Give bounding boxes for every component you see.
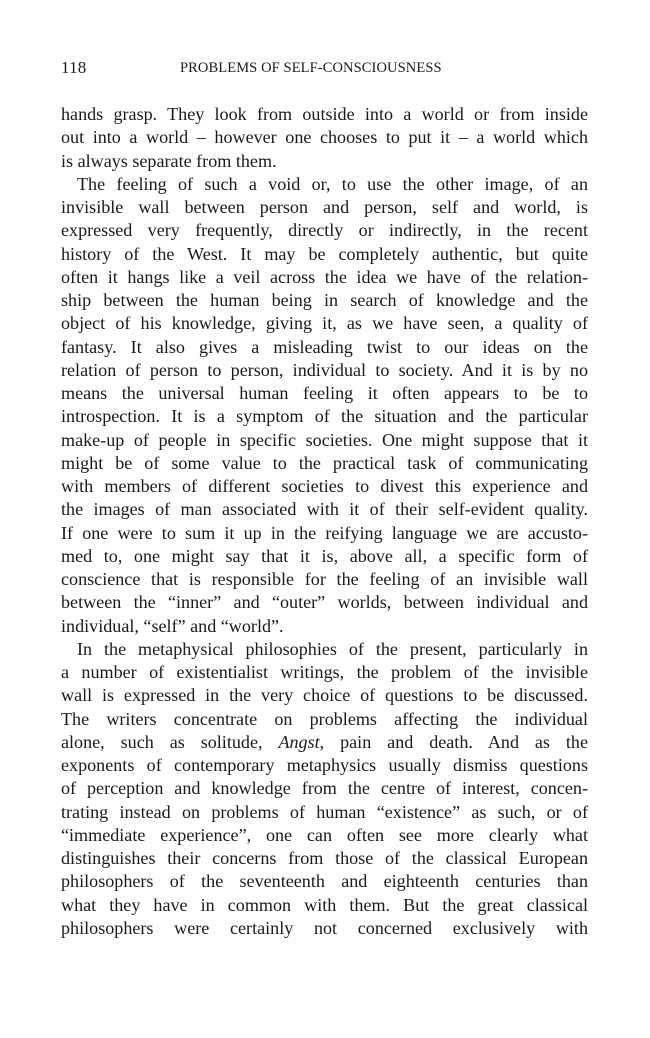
text-line: philosophers were certainly not concerned exclusively with [61,917,588,938]
text-line: ship between the human being in search of knowledge and the [61,290,588,310]
running-header [61,58,588,80]
text-line: often it hangs like a veil across the idea we have of the relation- [61,266,588,287]
text-line: conscience that is responsible for the feeling of an invisible wall [61,569,588,589]
text-line: history of the West. It may be completely authentic, but quite [61,243,588,264]
text-line: distinguishes their concerns from those of the classical European [61,848,588,868]
text-line: If one were to sum it up in the reifying language we are accusto- [61,522,588,543]
text-line: introspection. It is a symptom of the situation and the particular [61,406,588,427]
text-line: is always separate from them. [61,150,277,171]
text-line: trating instead on problems of human “existence” as such, or of [61,801,588,822]
text-line: might be of some value to the practical task of communicating [61,452,588,473]
running-title: PROBLEMS OF SELF-CONSCIOUSNESS [180,60,442,76]
text-line: hands grasp. They look from outside into a world or from inside [61,104,588,124]
text-line: fantasy. It also gives a misleading twist to our ideas on the [61,336,588,357]
text-line: invisible wall between person and person, self and world, is [61,197,588,217]
text-line: the images of man associated with it of their self-evident quality. [61,499,588,520]
text-line: wall is expressed in the very choice of questions to be discussed. [61,685,588,706]
text-line: exponents of contemporary metaphysics usually dismiss questions [61,755,588,775]
text-line: out into a world – however one chooses to put it – a world which [61,127,588,148]
text-line: “immediate experience”, one can often see more clearly what [61,824,588,845]
text-line: med to, one might say that it is, above all, a specific form of [61,545,588,566]
text-line: relation of person to person, individual to society. And it is by no [61,359,588,380]
text-line: with members of different societies to divest this experience and [61,476,588,496]
page-number: 118 [61,58,87,77]
text-line: individual, “self” and “world”. [61,615,284,636]
italic-word: Angst [278,731,320,752]
text-line: The writers concentrate on problems affecting the individual [61,708,588,729]
text-line: between the “inner” and “outer” worlds, between individual and [61,592,588,613]
text-line: philosophers of the seventeenth and eighteenth centuries than [61,871,588,892]
text-line: expressed very frequently, directly or indirectly, in the recent [61,220,588,241]
text-line: of perception and knowledge from the centre of interest, concen- [61,778,588,799]
text-line: means the universal human feeling it often appears to be to [61,383,588,403]
text-line: The feeling of such a void or, to use the other image, of an [77,173,588,194]
text-line: alone, such as solitude, Angst, pain and death. And as the [61,731,588,752]
text-line: what they have in common with them. But the great classical [61,894,588,915]
text-line: make-up of people in specific societies. One might suppose that it [61,429,588,450]
text-line: In the metaphysical philosophies of the present, particularly in [77,638,588,659]
text-line: a number of existentialist writings, the problem of the invisible [61,662,588,682]
text-line: object of his knowledge, giving it, as we have seen, a quality of [61,313,588,334]
body-text [61,103,588,940]
